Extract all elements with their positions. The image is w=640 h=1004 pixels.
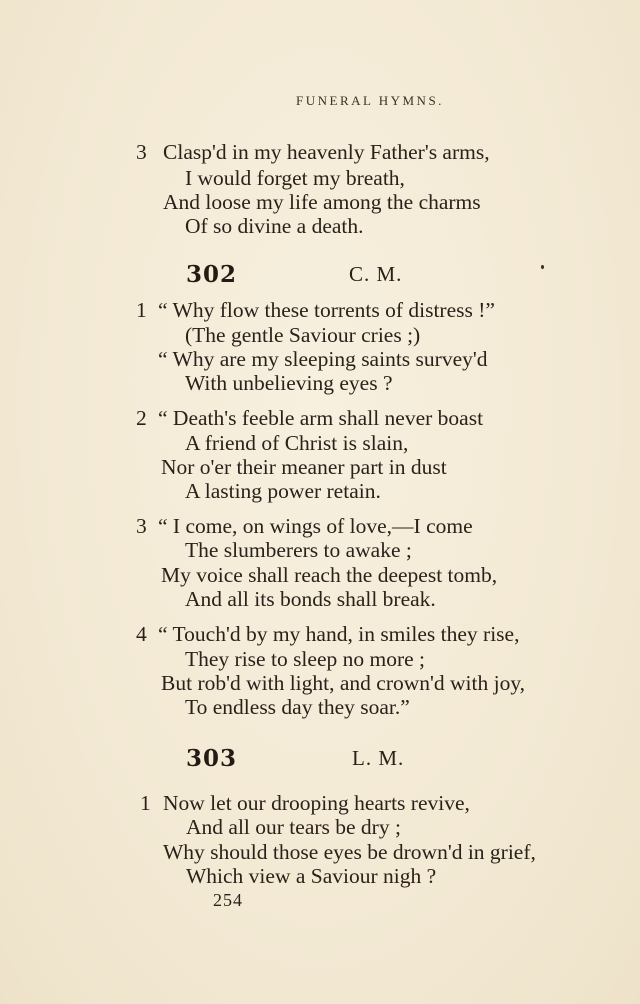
verse-line: “ Why flow these torrents of distress !” <box>158 298 495 322</box>
verse-line: To endless day they soar.” <box>185 695 410 719</box>
verse-line: Which view a Saviour nigh ? <box>186 864 437 888</box>
verse-line: Now let our drooping hearts revive, <box>163 791 470 815</box>
stanza-number: 4 <box>136 622 147 646</box>
verse-line: They rise to sleep no more ; <box>185 647 426 671</box>
verse-line: My voice shall reach the deepest tomb, <box>161 563 498 587</box>
verse-line: And loose my life among the charms <box>163 190 481 214</box>
verse-line: And all our tears be dry ; <box>186 815 401 839</box>
hymn-meter: L. M. <box>352 746 405 770</box>
hymn-number: 303 <box>186 745 238 772</box>
hymn-meter: C. M. <box>349 262 403 286</box>
verse-line: “ I come, on wings of love,—I come <box>158 514 473 538</box>
verse-line: Nor o'er their meaner part in dust <box>161 455 447 479</box>
verse-line: Why should those eyes be drown'd in grief, <box>163 840 536 864</box>
verse-line: The slumberers to awake ; <box>185 538 412 562</box>
page-number: 254 <box>213 890 243 910</box>
verse-line: With unbelieving eyes ? <box>185 371 393 395</box>
verse-line: Clasp'd in my heavenly Father's arms, <box>163 140 490 164</box>
stanza-number: 3 <box>136 140 147 164</box>
stanza-number: 1 <box>136 298 147 322</box>
verse-line: A friend of Christ is slain, <box>185 431 409 455</box>
verse-line: A lasting power retain. <box>185 479 381 503</box>
verse-line: Of so divine a death. <box>185 214 364 238</box>
verse-line: (The gentle Saviour cries ;) <box>185 323 421 347</box>
running-head: FUNERAL HYMNS. <box>296 93 444 108</box>
verse-line: “ Death's feeble arm shall never boast <box>158 406 484 430</box>
verse-line: But rob'd with light, and crown'd with joy, <box>161 671 526 695</box>
stanza-number: 1 <box>140 791 151 815</box>
verse-line: “ Why are my sleeping saints survey'd <box>158 347 488 371</box>
print-speck <box>541 265 544 269</box>
stanza-number: 3 <box>136 514 147 538</box>
hymn-number: 302 <box>186 261 238 288</box>
verse-line: “ Touch'd by my hand, in smiles they rise, <box>158 622 520 646</box>
verse-line: I would forget my breath, <box>185 166 405 190</box>
verse-line: And all its bonds shall break. <box>185 587 436 611</box>
stanza-number: 2 <box>136 406 147 430</box>
